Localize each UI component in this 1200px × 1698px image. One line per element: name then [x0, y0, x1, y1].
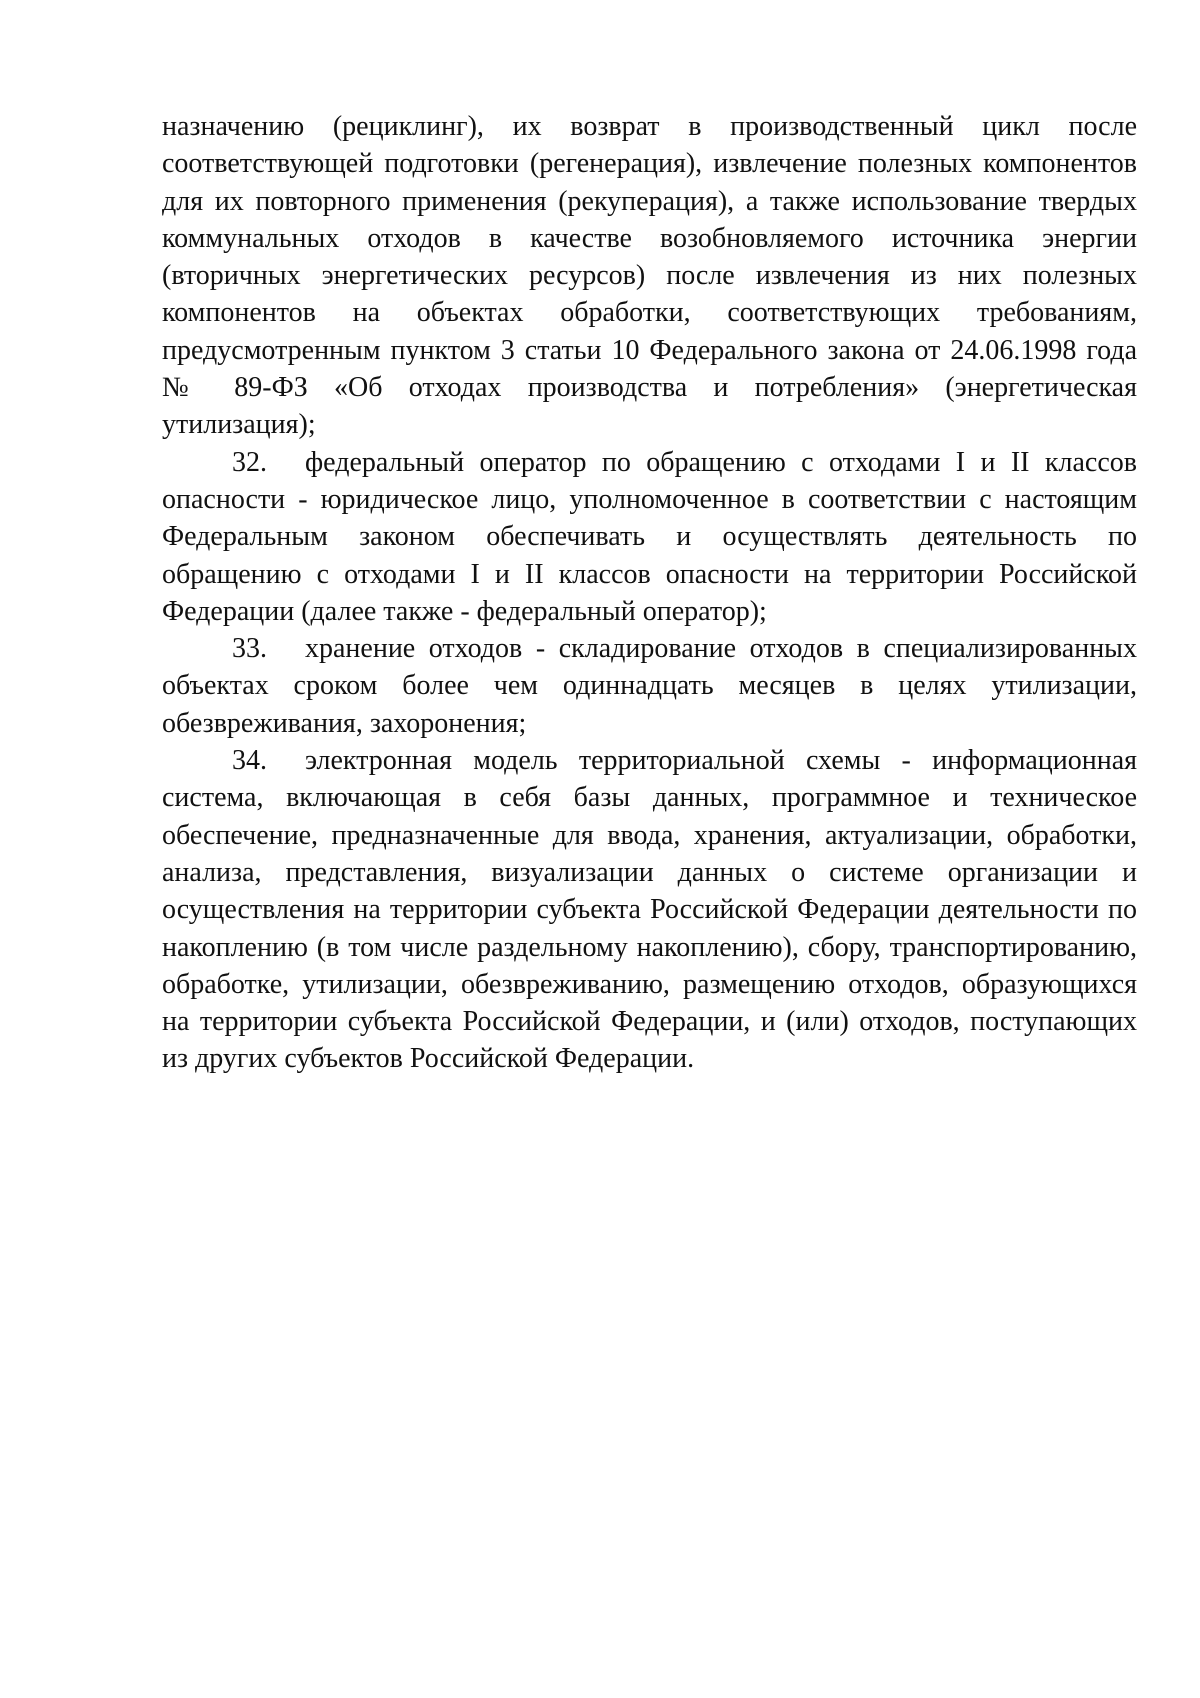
paragraph-text: хранение отходов - складирование отходов в специализированных объектах сроком более чем одиннадцать месяцев в целях утилизации, обезвреживания, захоронения;: [162, 633, 1137, 739]
item-number: 34.: [232, 745, 267, 777]
paragraph-text: электронная модель территориальной схемы - информационная система, включающая в себя базы данных, программное и техническое обеспечение, предназначенные для ввода, хранения, актуализации, обработки, анализа, представления, визуализации данных о системе организации и осуществления на территории субъекта Российской Федерации деятельности по накоплению (в том числе раздельному накоплению), сбору, транспортированию, обработке, утилизации, обезвреживанию, размещению отходов, образующихся на территории субъекта Российской Федерации, и (или) отходов, поступающих из других субъектов Российской Федерации.: [162, 745, 1137, 1075]
paragraph-item-33: [162, 630, 1137, 742]
document-body: [162, 108, 1137, 1078]
item-number: 32.: [232, 446, 267, 478]
paragraph-continuation: [162, 108, 1137, 444]
paragraph-text: федеральный оператор по обращению с отходами I и II классов опасности - юридическое лицо, уполномоченное в соответствии с настоящим Федеральным законом обеспечивать и осуществлять деятельность по обращению с отходами I и II классов опасности на территории Российской Федерации (далее также - федеральный оператор);: [162, 446, 1137, 627]
item-number: 33.: [232, 633, 267, 665]
paragraph-item-34: [162, 742, 1137, 1078]
paragraph-text: назначению (рециклинг), их возврат в производственный цикл после соответствующей подготовки (регенерация), извлечение полезных компонентов для их повторного применения (рекуперация), а также использование твердых коммунальных отходов в качестве возобновляемого источника энергии (вторичных энергетических ресурсов) после извлечения из них полезных компонентов на объектах обработки, соответствующих требованиям, предусмотренным пунктом 3 статьи 10 Федерального закона от 24.06.1998 года № 89-ФЗ «Об отходах производства и потребления» (энергетическая утилизация);: [162, 111, 1137, 441]
paragraph-item-32: [162, 444, 1137, 630]
